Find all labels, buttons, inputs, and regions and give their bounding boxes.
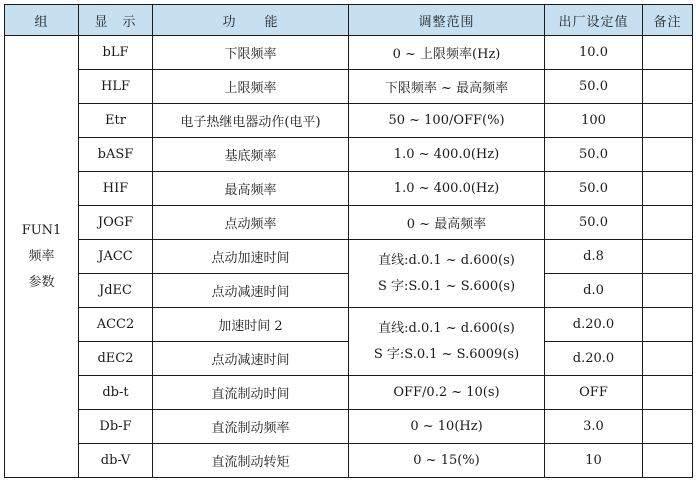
function-cell: 点动减速时间 bbox=[153, 274, 349, 308]
group-line: 参数 bbox=[28, 274, 55, 290]
range-cell: 0 ~ 最高频率 bbox=[349, 206, 545, 240]
range-cell-merged bbox=[349, 240, 545, 308]
header-display: 显 示 bbox=[79, 5, 153, 36]
function-cell: 下限频率 bbox=[153, 36, 349, 70]
header-function: 功 能 bbox=[153, 5, 349, 36]
note-cell bbox=[643, 172, 693, 206]
display-cell: JdEC bbox=[79, 274, 153, 308]
range-cell: 0 ~ 10(Hz) bbox=[349, 410, 545, 444]
parameter-table bbox=[4, 4, 693, 478]
range-cell: 0 ~ 上限频率(Hz) bbox=[349, 36, 545, 70]
range-line: 直线:d.0.1 ~ d.600(s) bbox=[378, 252, 515, 268]
default-cell: 10 bbox=[545, 444, 643, 478]
default-cell: 50.0 bbox=[545, 172, 643, 206]
table-row bbox=[5, 70, 693, 104]
table-row bbox=[5, 376, 693, 410]
display-cell: Etr bbox=[79, 104, 153, 138]
function-cell: 直流制动转矩 bbox=[153, 444, 349, 478]
default-cell: d.0 bbox=[545, 274, 643, 308]
default-cell: 50.0 bbox=[545, 70, 643, 104]
note-cell bbox=[643, 308, 693, 342]
display-cell: db-t bbox=[79, 376, 153, 410]
note-cell bbox=[643, 274, 693, 308]
default-cell: OFF bbox=[545, 376, 643, 410]
range-cell: 1.0 ~ 400.0(Hz) bbox=[349, 172, 545, 206]
parameter-table-container bbox=[4, 4, 693, 478]
function-cell: 上限频率 bbox=[153, 70, 349, 104]
note-cell bbox=[643, 138, 693, 172]
function-cell: 直流制动时间 bbox=[153, 376, 349, 410]
function-cell: 点动加速时间 bbox=[153, 240, 349, 274]
note-cell bbox=[643, 240, 693, 274]
table-row bbox=[5, 410, 693, 444]
default-cell: 50.0 bbox=[545, 138, 643, 172]
range-line: 直线:d.0.1 ~ d.600(s) bbox=[378, 320, 515, 336]
range-cell: 50 ~ 100/OFF(%) bbox=[349, 104, 545, 138]
range-cell: 1.0 ~ 400.0(Hz) bbox=[349, 138, 545, 172]
range-cell: OFF/0.2 ~ 10(s) bbox=[349, 376, 545, 410]
note-cell bbox=[643, 206, 693, 240]
function-cell: 最高频率 bbox=[153, 172, 349, 206]
note-cell bbox=[643, 342, 693, 376]
default-cell: d.20.0 bbox=[545, 342, 643, 376]
default-cell: d.20.0 bbox=[545, 308, 643, 342]
header-row bbox=[5, 5, 693, 36]
function-cell: 加速时间 2 bbox=[153, 308, 349, 342]
note-cell bbox=[643, 70, 693, 104]
header-group: 组 bbox=[5, 5, 79, 36]
table-row bbox=[5, 36, 693, 70]
note-cell bbox=[643, 410, 693, 444]
function-cell: 点动频率 bbox=[153, 206, 349, 240]
display-cell: ACC2 bbox=[79, 308, 153, 342]
group-line: FUN1 bbox=[21, 222, 62, 238]
function-cell: 直流制动频率 bbox=[153, 410, 349, 444]
display-cell: bLF bbox=[79, 36, 153, 70]
range-cell-merged bbox=[349, 308, 545, 376]
default-cell: 3.0 bbox=[545, 410, 643, 444]
display-cell: HLF bbox=[79, 70, 153, 104]
default-cell: 50.0 bbox=[545, 206, 643, 240]
group-line: 频率 bbox=[28, 248, 55, 264]
display-cell: Db-F bbox=[79, 410, 153, 444]
note-cell bbox=[643, 444, 693, 478]
function-cell: 电子热继电器动作(电平) bbox=[153, 104, 349, 138]
table-row bbox=[5, 240, 693, 274]
display-cell: dEC2 bbox=[79, 342, 153, 376]
display-cell: bASF bbox=[79, 138, 153, 172]
note-cell bbox=[643, 36, 693, 70]
table-row bbox=[5, 308, 693, 342]
header-default: 出厂设定值 bbox=[545, 5, 643, 36]
default-cell: 100 bbox=[545, 104, 643, 138]
note-cell bbox=[643, 376, 693, 410]
group-cell bbox=[5, 36, 79, 478]
note-cell bbox=[643, 104, 693, 138]
display-cell: JOGF bbox=[79, 206, 153, 240]
range-cell: 下限频率 ~ 最高频率 bbox=[349, 70, 545, 104]
range-cell: 0 ~ 15(%) bbox=[349, 444, 545, 478]
table-row bbox=[5, 138, 693, 172]
default-cell: d.8 bbox=[545, 240, 643, 274]
table-row bbox=[5, 104, 693, 138]
function-cell: 点动减速时间 bbox=[153, 342, 349, 376]
display-cell: JACC bbox=[79, 240, 153, 274]
table-row bbox=[5, 172, 693, 206]
display-cell: HIF bbox=[79, 172, 153, 206]
header-note: 备注 bbox=[643, 5, 693, 36]
table-row bbox=[5, 206, 693, 240]
table-row bbox=[5, 444, 693, 478]
display-cell: db-V bbox=[79, 444, 153, 478]
header-range: 调整范围 bbox=[349, 5, 545, 36]
range-line: S 字:S.0.1 ~ S.600(s) bbox=[377, 278, 516, 294]
range-line: S 字:S.0.1 ~ S.6009(s) bbox=[373, 346, 520, 362]
default-cell: 10.0 bbox=[545, 36, 643, 70]
function-cell: 基底频率 bbox=[153, 138, 349, 172]
